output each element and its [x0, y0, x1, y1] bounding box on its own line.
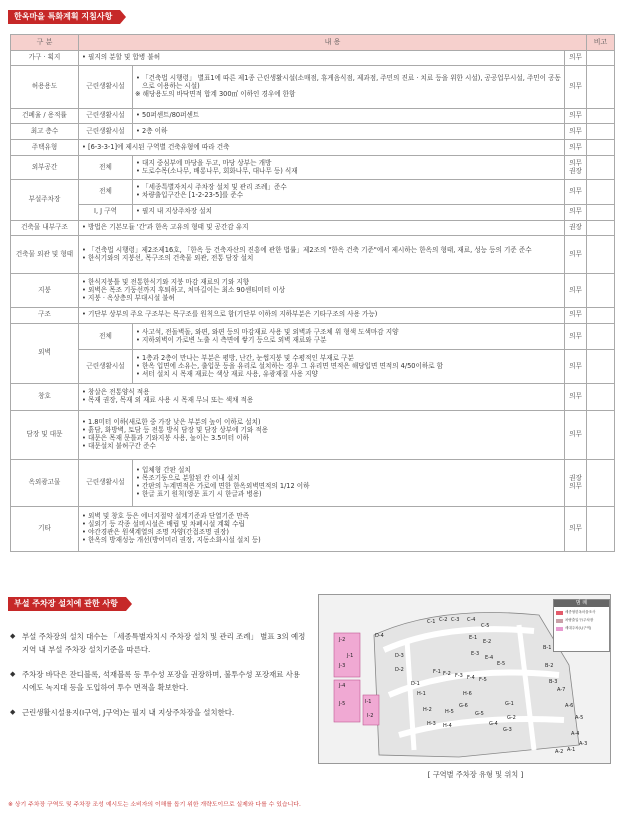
row-content: • 「건축법 시행령」 별표1에 따른 제1종 근린생활시설(소매점, 휴게음식점, 제과점, 주민의 진료 · 치료 등을 위한 시설), 공공업무시설, 주민이 공동으로 이용하는 시설) ※ 해당용도의 바닥면적 합계 300㎡ 이하인 경우에 한함 [133, 66, 565, 109]
zone-label: C-2 [439, 617, 448, 623]
table-row: 외벽 전체 • 사고석, 전돌벽돌, 와편, 와편 등의 마감재료 사용 및 외벽과 구조체 위 형색 도색마감 지양 • 지하외벽이 가로변 노출 시 측면에 쌓기 등으로 외벽 재료와 구분 의무 [11, 323, 615, 350]
table-row: 최고 층수 근린생활시설 • 2층 이하 의무 [11, 124, 615, 140]
legend-swatch [556, 619, 563, 623]
section-title-parking: 부설 주차장 설치에 관한 사항 [8, 597, 126, 611]
diamond-icon: ◆ [10, 670, 16, 678]
row-category: 허용용도 [11, 66, 79, 109]
table-row: 근린생활시설 • 1층과 2층이 만나는 부분은 평방, 난간, 눈썹지붕 및 수평적인 부재로 구분 • 한옥 입면에 소유는, 출입문 등을 유리로 설치하는 경우 그 유리면 면적은 해당입면 면적의 4/50이하로 함 • 셔터 설치 시 목재 재료는 색상 재료 사용, 유광재질 사용 지양 의무 [11, 350, 615, 384]
table-row: 건축물 외관 및 형태 • 「건축법 시행령」제2조제16호, 「한옥 등 건축자산의 진흥에 관한 법률」제2조의 "한옥 건축 기준"에서 제시하는 한옥의 형태, 재료, 성능 등의 기준 준수 • 한식기와의 지붕선, 목구조의 건축물 외관, 전통 담장 설치 의무 [11, 236, 615, 274]
zone-label: F-1 [433, 669, 441, 675]
row-category: 가구 · 획지 [11, 50, 79, 66]
table-row: 지붕 • 한식지붕틀 및 전통한식기와 지붕 마감 재료의 기와 지향 • 외벽은 목조 기둥선까지 후퇴하고, 처마길이는 최소 90센티미터 이상 • 지붕 · 옥상층의 부대시설 불허 의무 [11, 274, 615, 308]
zone-label: H-4 [443, 723, 452, 729]
table-row: 외부공간 전체 • 대지 중심부에 마당을 두고, 마당 상부는 개방 • 도로수목(소나무, 배롱나무, 회화나무, 대나무 등) 식재 의무 권장 [11, 155, 615, 180]
zone-label: E-2 [483, 639, 492, 645]
table-header-row [11, 35, 615, 51]
table-row: 건폐율 / 용적률 근린생활시설 • 50퍼센트/80퍼센트 의무 [11, 108, 615, 124]
table-row: 부설주차장 전체 • 「세종특별자치시 주차장 설치 및 관리 조례」준수 • 차량출입구간은 [1-2-23-5]를 준수 의무 [11, 180, 615, 205]
table-row: 기타 • 외벽 및 창호 등은 에너지절약 설계기준과 단열기준 만족 • 실외기 등 각종 설비시설은 배립 및 차폐시설 계획 수립 • 야간경관은 원색계열의 조명 자양(간접조명 권장) • 한옥의 방재성능 개선(방어미리 권장, 지동소화시설 설치 등) 의무 [11, 507, 615, 552]
zone-label: G-5 [475, 711, 484, 717]
zone-label: C-5 [481, 623, 490, 629]
zone-label: F-5 [479, 677, 487, 683]
zone-label: A-2 [555, 749, 564, 755]
zone-label: E-4 [485, 655, 494, 661]
zone-label: H-2 [423, 707, 432, 713]
legend-item: 세대주차(I,J구역) [556, 626, 607, 631]
row-content: • 필지의 분할 및 합병 불허 [79, 50, 565, 66]
zone-label: J-4 [339, 683, 346, 689]
legend-swatch [556, 611, 563, 615]
zone-label: H-1 [417, 691, 426, 697]
zone-label: A-7 [557, 687, 566, 693]
zone-label: J-5 [339, 701, 346, 707]
zone-label: E-1 [469, 635, 478, 641]
zone-label: J-2 [339, 637, 346, 643]
parking-site-map [318, 594, 611, 764]
table-row: 주택유형 • [6-3-3-1]에 제시된 구역별 건축유형에 따라 건축 의무 [11, 140, 615, 156]
zone-label: E-3 [471, 651, 480, 657]
zone-label: C-3 [451, 617, 460, 623]
header-content: 내 용 [79, 35, 587, 51]
zone-label: I-2 [367, 713, 374, 719]
zone-label: D-4 [375, 633, 384, 639]
zone-label: C-1 [427, 619, 436, 625]
zone-label: D-2 [395, 667, 404, 673]
zone-label: A-6 [565, 703, 574, 709]
header-category: 구 분 [11, 35, 79, 51]
map-caption: [ 구역별 주차장 유형 및 위치 ] [427, 770, 524, 779]
legend-item: 차량출입구/주차장 [556, 618, 607, 623]
zone-label: H-5 [445, 709, 454, 715]
table-row: 담장 및 대문 • 1.8미터 이하(새로한 중 가장 낮은 부분의 높이 이하로 설치) • 흙담, 화방벽, 토담 등 전통 방식 담장 및 담장 상부에 기와 적용 • 대문은 목재 문틀과 기와지붕 사용, 높이는 3.5미터 이하 • 대문설치 불허구간 준수 의무 [11, 410, 615, 459]
header-remark: 비고 [587, 35, 615, 51]
zone-label: F-3 [455, 673, 463, 679]
zone-label: A-5 [575, 715, 584, 721]
zone-label: J-3 [339, 663, 346, 669]
row-obligation: 의무 [565, 50, 587, 66]
zone-label: D-3 [395, 653, 404, 659]
table-row: I, J 구역 • 필지 내 지상주차장 설치 의무 [11, 205, 615, 221]
table-row [11, 50, 615, 66]
zone-label: G-4 [489, 721, 498, 727]
zone-label: F-2 [443, 671, 451, 677]
zone-label: G-6 [459, 703, 468, 709]
table-row: 건축물 내부구조 • 방법은 기본모듈 '간'과 한옥 고유의 형태 및 공간감 유지 권장 [11, 220, 615, 236]
section-title-guidelines: 한옥마을 특화계획 지침사항 [8, 10, 120, 24]
zone-label: B-3 [549, 679, 558, 685]
zone-label: G-3 [503, 727, 512, 733]
row-subcategory: 근린생활시설 [79, 66, 133, 109]
zone-label: E-5 [497, 661, 506, 667]
guideline-table [10, 34, 615, 552]
table-row: 옥외광고물 근린생활시설 • 입체형 간판 설치 • 목조기둥으로 분할된 칸 이내 설치 • 간판의 누계면적은 가로에 면한 한옥외벽면적의 1/12 이하 • 한글 표기 원칙(영문 표기 시 한글과 병용) 권장 의무 [11, 460, 615, 507]
zone-label: F-4 [467, 675, 475, 681]
bullet-item: ◆ 부설 주차장의 설치 대수는 「세종특별자치시 주차장 설치 및 관리 조례」 별표 3의 예정지역 내 부설 주차장 설치기준을 따른다. [10, 632, 306, 654]
zone-label: C-4 [467, 617, 476, 623]
zone-label: A-4 [571, 731, 580, 737]
zone-label: B-2 [545, 663, 554, 669]
zone-label: B-1 [543, 645, 552, 651]
legend-swatch [556, 627, 563, 631]
legend-item: 세종형한옥마을조사 [556, 610, 607, 615]
table-row [11, 66, 615, 109]
zone-label: G-1 [505, 701, 514, 707]
zone-label: H-6 [463, 691, 472, 697]
legend-title: 범 례 [554, 600, 609, 607]
zone-label: D-1 [411, 681, 420, 687]
zone-label: A-3 [579, 741, 588, 747]
table-row: 구조 • 기단부 상부의 주요 구조부는 목구조를 원칙으로 함(기단부 이하의 지하부분은 기타구조의 사용 가능) 의무 [11, 307, 615, 323]
diamond-icon: ◆ [10, 632, 16, 640]
diamond-icon: ◆ [10, 708, 16, 716]
bullet-item: ◆ 주차장 바닥은 잔디블록, 석재블록 등 투수성 포장을 권장하며, 불투수성 포장재료 사용 시에도 녹지대 등을 도입하여 투수 면적을 확보한다. [10, 670, 301, 692]
table-row: 창호 • 창살은 전통양식 적용 • 목재 권장, 목재 외 재료 사용 시 목재 무늬 또는 색채 적용 의무 [11, 384, 615, 411]
zone-label: G-2 [507, 715, 516, 721]
disclaimer-note: ※ 상기 주차장 구역도 및 주차장 조성 예시도는 소비자의 이해를 돕기 위한 개략도이므로 실제와 다를 수 있습니다. [8, 802, 301, 808]
zone-label: J-1 [347, 653, 354, 659]
zone-label: A-1 [567, 747, 576, 753]
zone-j-parking [334, 680, 360, 722]
bullet-item: ◆ 근린생활시설용지(I구역, J구역)는 필지 내 지상주차장을 설치한다. [10, 708, 235, 717]
map-legend [553, 599, 610, 652]
row-obligation: 의무 [565, 66, 587, 109]
zone-label: H-3 [427, 721, 436, 727]
zone-label: I-1 [365, 699, 372, 705]
